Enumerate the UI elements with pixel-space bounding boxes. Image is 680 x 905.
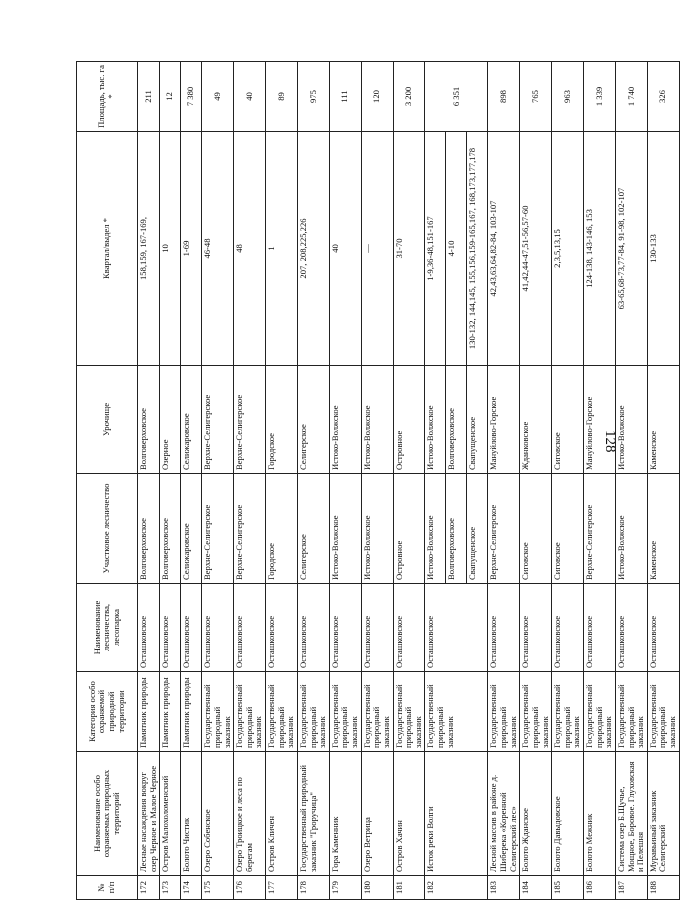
area-category: Государственный природный заказник: [520, 672, 552, 752]
area-name: Лесной массив в районе д. Шиберека «Коренной Селигерский лес»: [488, 752, 520, 876]
area-name: Болото Чистик: [181, 752, 202, 876]
tract-name: Верхне-Селигерское: [202, 366, 234, 474]
area-size: 6 351: [425, 62, 488, 132]
table-row: [520, 62, 552, 900]
area-category: Памятник природы: [181, 672, 202, 752]
area-category: Государственный природный заказник: [361, 672, 393, 752]
forestry-name: Осташковское: [647, 584, 679, 672]
row-number: 179: [329, 876, 361, 900]
forestry-name: Осташковское: [488, 584, 520, 672]
district-forestry: Каменское: [647, 474, 679, 584]
quarter-list: 130-133: [647, 132, 679, 366]
area-size: 49: [202, 62, 234, 132]
area-name: Озеро Ветрица: [361, 752, 393, 876]
row-number: 178: [297, 876, 329, 900]
table-header-row: [77, 62, 138, 900]
district-forestry: Волговерховское: [160, 474, 181, 584]
header-name: Наименование особо охраняемых природных территорий: [77, 752, 138, 876]
row-number: 176: [234, 876, 266, 900]
table-row: [552, 62, 584, 900]
area-name: Остров Хачин: [393, 752, 425, 876]
forestry-name: Осташковское: [520, 584, 552, 672]
header-district: Участковое лесничество: [77, 474, 138, 584]
tract-name: Свапущенское: [467, 366, 488, 474]
tract-name: Мануйлово-Горское: [584, 366, 616, 474]
row-number: 175: [202, 876, 234, 900]
forestry-name: Осташковское: [297, 584, 329, 672]
tract-name: Истоко-Волжское: [615, 366, 647, 474]
area-name: Болото Жданское: [520, 752, 552, 876]
area-name: Озеро Собенское: [202, 752, 234, 876]
row-number: 183: [488, 876, 520, 900]
area-category: Памятник природы: [160, 672, 181, 752]
area-name: Муравьиный заказник Селигерский: [647, 752, 679, 876]
area-name: Система озер Б.Щучье, Мощное, Боровое. Глуховская и Пелешня: [615, 752, 647, 876]
forestry-name: Осташковское: [160, 584, 181, 672]
quarter-list: 2,3,5,13,15: [552, 132, 584, 366]
page-number: 128: [602, 430, 618, 453]
forestry-name: Осташковское: [234, 584, 266, 672]
district-forestry: Волговерховское: [446, 474, 467, 584]
district-forestry: Истоко-Волжское: [615, 474, 647, 584]
tract-name: Волговерховское: [446, 366, 467, 474]
row-number: 177: [266, 876, 298, 900]
area-category: Государственный природный заказник: [329, 672, 361, 752]
area-category: Государственный природный заказник: [425, 672, 488, 752]
area-category: Памятник природы: [138, 672, 160, 752]
area-size: 120: [361, 62, 393, 132]
quarter-list: 42,43,63,64,82-84, 103-107: [488, 132, 520, 366]
district-forestry: Верхне-Селигерское: [202, 474, 234, 584]
area-name: Гора Каменник: [329, 752, 361, 876]
area-size: 7 380: [181, 62, 202, 132]
header-tract: Урочище: [77, 366, 138, 474]
area-category: Государственный природный заказник: [266, 672, 298, 752]
tract-name: Жданковское: [520, 366, 552, 474]
area-size: 963: [552, 62, 584, 132]
protected-areas-table: [76, 61, 680, 900]
district-forestry: Верхне-Селигерское: [584, 474, 616, 584]
tract-name: Каменское: [647, 366, 679, 474]
table-row: [234, 62, 266, 900]
quarter-list: 158,159, 167-169,: [138, 132, 160, 366]
header-category: Категория особо охраняемой природной территории: [77, 672, 138, 752]
header-area: Площадь, тыс. га *: [77, 62, 138, 132]
district-forestry: Истоко-Волжское: [425, 474, 446, 584]
district-forestry: Волговерховское: [138, 474, 160, 584]
quarter-list: 1-69: [181, 132, 202, 366]
table-row: [393, 62, 425, 900]
quarter-list: 207, 208,225,226: [297, 132, 329, 366]
forestry-name: Осташковское: [138, 584, 160, 672]
table-row: [425, 62, 446, 900]
area-name: Болото Межник: [584, 752, 616, 876]
area-category: Государственный природный заказник: [647, 672, 679, 752]
row-number: 187: [615, 876, 647, 900]
district-forestry: Городское: [266, 474, 298, 584]
table-row: [160, 62, 181, 900]
area-size: 326: [647, 62, 679, 132]
quarter-list: 124-138, 143-146, 153: [584, 132, 616, 366]
tract-name: Городское: [266, 366, 298, 474]
forestry-name: Осташковское: [266, 584, 298, 672]
area-size: 898: [488, 62, 520, 132]
quarter-list: 130-132, 144,145, 155,156,159-165,167, 168,173,177,178: [467, 132, 488, 366]
forestry-name: Осташковское: [425, 584, 488, 672]
header-num: № п/п: [77, 876, 138, 900]
row-number: 182: [425, 876, 488, 900]
area-category: Государственный природный заказник: [393, 672, 425, 752]
area-category: Государственный природный заказник: [584, 672, 616, 752]
forestry-name: Осташковское: [329, 584, 361, 672]
area-size: 765: [520, 62, 552, 132]
row-number: 186: [584, 876, 616, 900]
tract-name: Сиговское: [552, 366, 584, 474]
quarter-list: 4-10: [446, 132, 467, 366]
area-size: 111: [329, 62, 361, 132]
area-size: 211: [138, 62, 160, 132]
area-category: Государственный природный заказник: [234, 672, 266, 752]
quarter-list: 41,42,44-47,51-56,57-60: [520, 132, 552, 366]
table-body: [138, 62, 680, 900]
forestry-name: Осташковское: [393, 584, 425, 672]
quarter-list: 31-70: [393, 132, 425, 366]
quarter-list: 1: [266, 132, 298, 366]
tract-name: Селижаровское: [181, 366, 202, 474]
tract-name: Истоко-Волжское: [361, 366, 393, 474]
table-row: [361, 62, 393, 900]
row-number: 180: [361, 876, 393, 900]
area-name: Исток реки Волги: [425, 752, 488, 876]
area-name: Болото Давыдовское: [552, 752, 584, 876]
forestry-name: Осташковское: [552, 584, 584, 672]
forestry-name: Осташковское: [181, 584, 202, 672]
area-size: 40: [234, 62, 266, 132]
district-forestry: Селижаровское: [181, 474, 202, 584]
area-name: Озеро Троицкое и леса по берегам: [234, 752, 266, 876]
row-number: 172: [138, 876, 160, 900]
forestry-name: Осташковское: [615, 584, 647, 672]
area-category: Государственный природный заказник: [488, 672, 520, 752]
table-row: [181, 62, 202, 900]
area-size: 89: [266, 62, 298, 132]
row-number: 184: [520, 876, 552, 900]
district-forestry: Истоко-Волжское: [329, 474, 361, 584]
row-number: 188: [647, 876, 679, 900]
district-forestry: Островное: [393, 474, 425, 584]
district-forestry: Селигерское: [297, 474, 329, 584]
area-category: Государственный природный заказник: [202, 672, 234, 752]
district-forestry: Свапущенское: [467, 474, 488, 584]
area-category: Государственный природный заказник: [552, 672, 584, 752]
area-size: 1 740: [615, 62, 647, 132]
tract-name: Верхне-Селигерское: [234, 366, 266, 474]
header-quarters: Квартал/выдел *: [77, 132, 138, 366]
row-number: 173: [160, 876, 181, 900]
quarter-list: 40: [329, 132, 361, 366]
area-category: Государственный природный заказник: [615, 672, 647, 752]
table-row: [488, 62, 520, 900]
tract-name: Островное: [393, 366, 425, 474]
quarter-list: 46-48: [202, 132, 234, 366]
district-forestry: Истоко-Волжское: [361, 474, 393, 584]
table-row: [266, 62, 298, 900]
table-row: [138, 62, 160, 900]
quarter-list: 10: [160, 132, 181, 366]
table-row: [297, 62, 329, 900]
tract-name: Истоко-Волжское: [329, 366, 361, 474]
district-forestry: Сиговское: [520, 474, 552, 584]
area-category: Государственный природный заказник: [297, 672, 329, 752]
area-name: Государственный природный заказник "Гроручица": [297, 752, 329, 876]
row-number: 185: [552, 876, 584, 900]
quarter-list: —: [361, 132, 393, 366]
row-number: 174: [181, 876, 202, 900]
table-row: [584, 62, 616, 900]
tract-name: Волговерховское: [138, 366, 160, 474]
area-name: Остров Кличен: [266, 752, 298, 876]
table-row: [202, 62, 234, 900]
quarter-list: 1-9,36-48,151-167: [425, 132, 446, 366]
header-forestry: Наименование лесничества, лесопарка: [77, 584, 138, 672]
district-forestry: Сиговское: [552, 474, 584, 584]
tract-name: Озерное: [160, 366, 181, 474]
forestry-name: Осташковское: [202, 584, 234, 672]
tract-name: Селигерское: [297, 366, 329, 474]
table-row: [647, 62, 679, 900]
tract-name: Мануйлово-Горское: [488, 366, 520, 474]
tract-name: Истоко-Волжское: [425, 366, 446, 474]
district-forestry: Верхне-Селигерское: [488, 474, 520, 584]
district-forestry: Верхне-Селигерское: [234, 474, 266, 584]
area-size: 3 200: [393, 62, 425, 132]
forestry-name: Осташковское: [361, 584, 393, 672]
area-size: 975: [297, 62, 329, 132]
table-row: [615, 62, 647, 900]
area-name: Остров Малохоломенский: [160, 752, 181, 876]
quarter-list: 63-65,68-73,77-84, 91-98, 102-107: [615, 132, 647, 366]
row-number: 181: [393, 876, 425, 900]
area-size: 1 339: [584, 62, 616, 132]
area-name: Лесные насаждения вокруг озер Черное и Малое Черное: [138, 752, 160, 876]
area-size: 12: [160, 62, 181, 132]
table-row: [329, 62, 361, 900]
quarter-list: 48: [234, 132, 266, 366]
forestry-name: Осташковское: [584, 584, 616, 672]
